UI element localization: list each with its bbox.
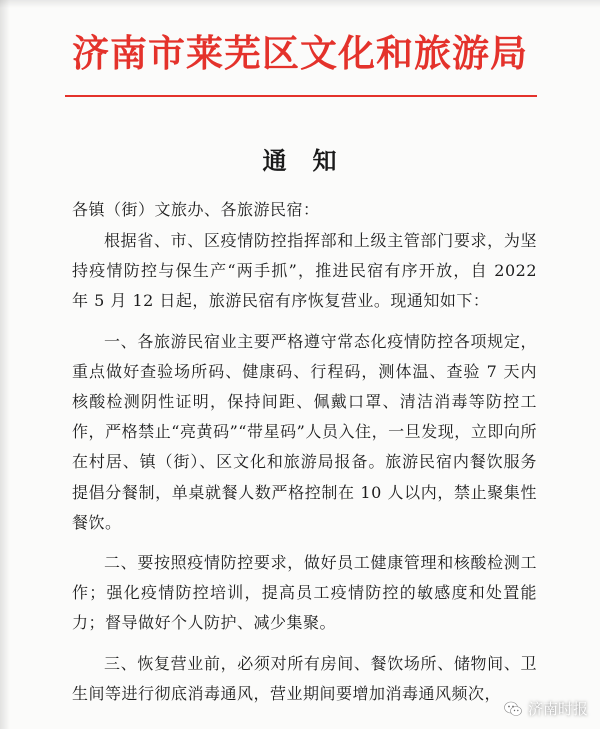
- watermark-text: 济南时报: [527, 700, 588, 718]
- paragraph-intro: 根据省、市、区疫情防控指挥部和上级主管部门要求，为坚持疫情防控与保生产“两手抓”，推进民宿有序开放，自 2022 年 5 月 12 日起，旅游民宿有序恢复营业。现通知如下：: [72, 231, 537, 311]
- salutation: 各镇（街）文旅办、各旅游民宿：: [72, 200, 320, 219]
- page-edge-shadow-left: [0, 0, 10, 729]
- paragraph-item-2: 二、要按照疫情防控要求，做好员工健康管理和核酸检测工作；强化疫情防控培训，提高员工疫情防控的敏感度和处置能力；督导做好个人防护、减少集聚。: [72, 553, 537, 633]
- page-edge-shadow-top: [0, 0, 600, 8]
- organization-header: 济南市莱芜区文化和旅游局: [72, 32, 528, 75]
- notice-title: 通 知: [262, 146, 338, 175]
- wechat-icon: [504, 701, 522, 717]
- paragraph-item-1: 一、各旅游民宿业主要严格遵守常态化疫情防控各项规定，重点做好查验场所码、健康码、行程码，测体温、查验 7 天内核酸检测阴性证明，保持间距、佩戴口罩、清洁消毒等防控工作，严格禁止“亮黄码”“带星码”人员入住，一旦发现，立即向所在村居、镇（街）、区文化和旅游局报备。旅游民宿内餐饮服务提倡分餐制，单桌就餐人数严格控制在 10 人以内，禁止聚集性餐饮。: [72, 331, 537, 532]
- source-watermark: [504, 698, 588, 719]
- notice-body: [72, 195, 537, 719]
- header-red-rule: [65, 95, 537, 97]
- paragraph-item-3: 三、恢复营业前，必须对所有房间、餐饮场所、储物间、卫生间等进行彻底消毒通风，营业期间要增加消毒通风频次，: [72, 653, 537, 703]
